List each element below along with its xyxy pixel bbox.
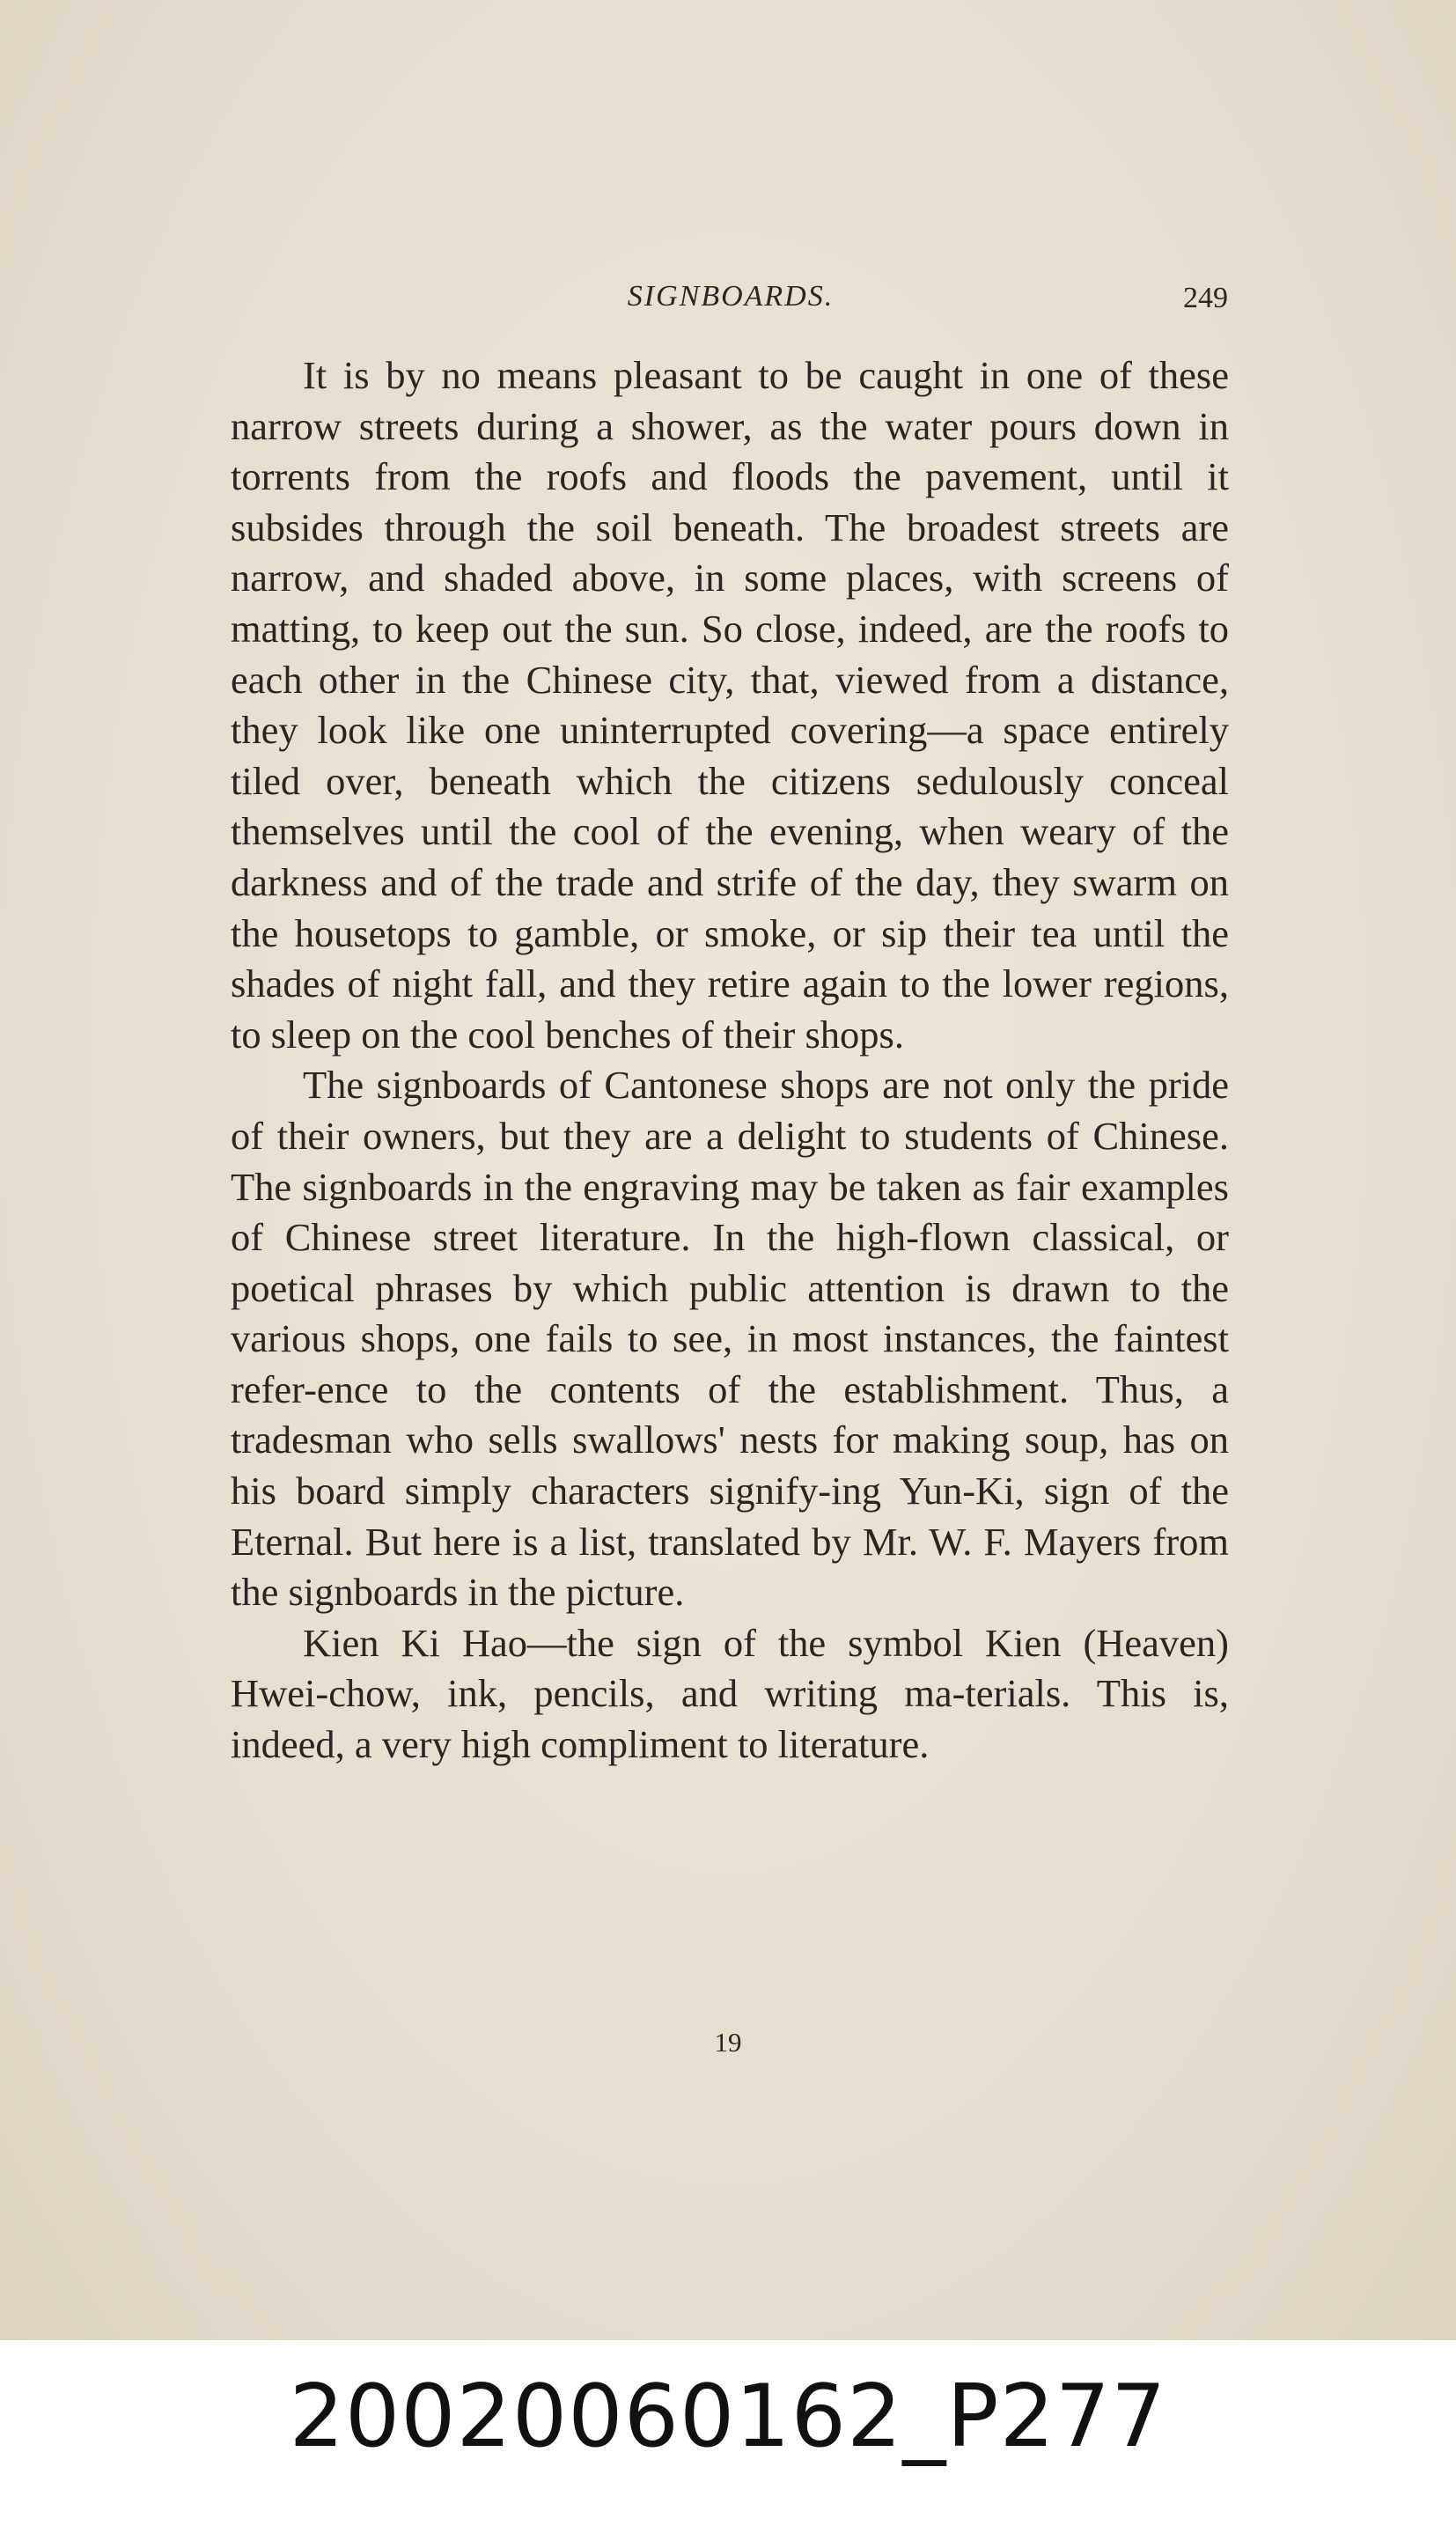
paragraph-2: The signboards of Cantonese shops are not only the pride of their owners, but they are a delight to students of Chinese. The signboards in the engraving may be taken as fair examples of Chinese street literature. In the high-flown classical, or poetical phrases by which public attention is drawn to the various shops, one fails to see, in most instances, the faintest refer-ence to the contents of the establishment. Thus, a tradesman who sells swallows' nests for making soup, has on his board simply characters signify-ing Yun-Ki, sign of the Eternal. But here is a list, translated by Mr. W. F. Mayers from the signboards in the picture. <box>231 1063 1229 1615</box>
paragraph-3: Kien Ki Hao—the sign of the symbol Kien (Heaven) Hwei-chow, ink, pencils, and writing ma-terials. This is, indeed, a very high compliment to literature. <box>231 1620 1229 1767</box>
page-number: 249 <box>1183 282 1228 314</box>
running-title: SIGNBOARDS. <box>627 280 835 313</box>
body-text <box>231 350 1229 1771</box>
paragraph-1: It is by no means pleasant to be caught in one of these narrow streets during a shower, as the water pours down in torrents from the roofs and floods the pavement, until it subsides through the soil beneath. The broadest streets are narrow, and shaded above, in some places, with screens of matting, to keep out the sun. So close, indeed, are the roofs to each other in the Chinese city, that, viewed from a distance, they look like one uninterrupted covering—a space entirely tiled over, beneath which the citizens sedulously conceal themselves until the cool of the evening, when weary of the darkness and of the trade and strife of the day, they swarm on the housetops to gamble, or smoke, or sip their tea until the shades of night fall, and they retire again to the lower regions, to sleep on the cool benches of their shops. <box>231 353 1229 1057</box>
running-head <box>233 280 1228 322</box>
signature-mark: 19 <box>714 2027 742 2058</box>
scan-identifier: 20020060162_P277 <box>289 2367 1167 2467</box>
